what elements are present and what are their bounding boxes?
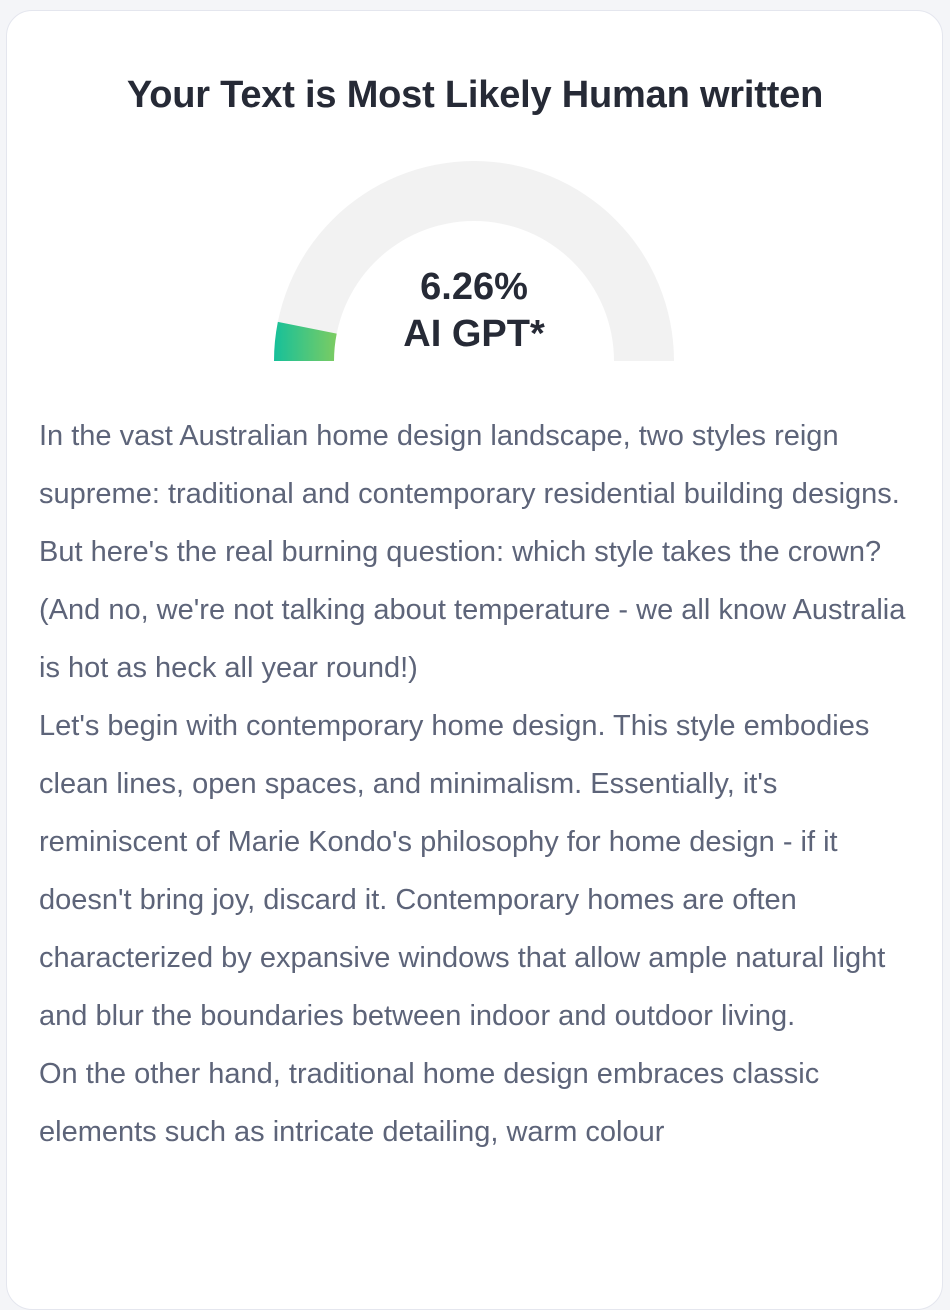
text-paragraph: On the other hand, traditional home design embraces classic elements such as intricate detailing, warm colour xyxy=(39,1058,820,1148)
result-title: Your Text is Most Likely Human written xyxy=(126,74,824,116)
gauge-percent: 6.26% xyxy=(420,266,528,308)
text-paragraph: Let's begin with contemporary home design. This style embodies clean lines, open spaces, and minimalism. Essentially, it's reminiscent of Marie Kondo's philosophy for home design - if it doesn't bring joy, discard it. Contemporary homes are often characterized by expansive windows that allow ample natural light and blur the boundaries between indoor and outdoor living. xyxy=(39,710,886,1032)
gauge-label: AI GPT* xyxy=(403,313,545,355)
analyzed-text xyxy=(39,407,919,1161)
text-paragraph: In the vast Australian home design landscape, two styles reign supreme: traditional and contemporary residential building designs. But here's the real burning question: which style takes the crown? (And no, we're not talking about temperature - we all know Australia is hot as heck all year round!) xyxy=(39,420,906,684)
